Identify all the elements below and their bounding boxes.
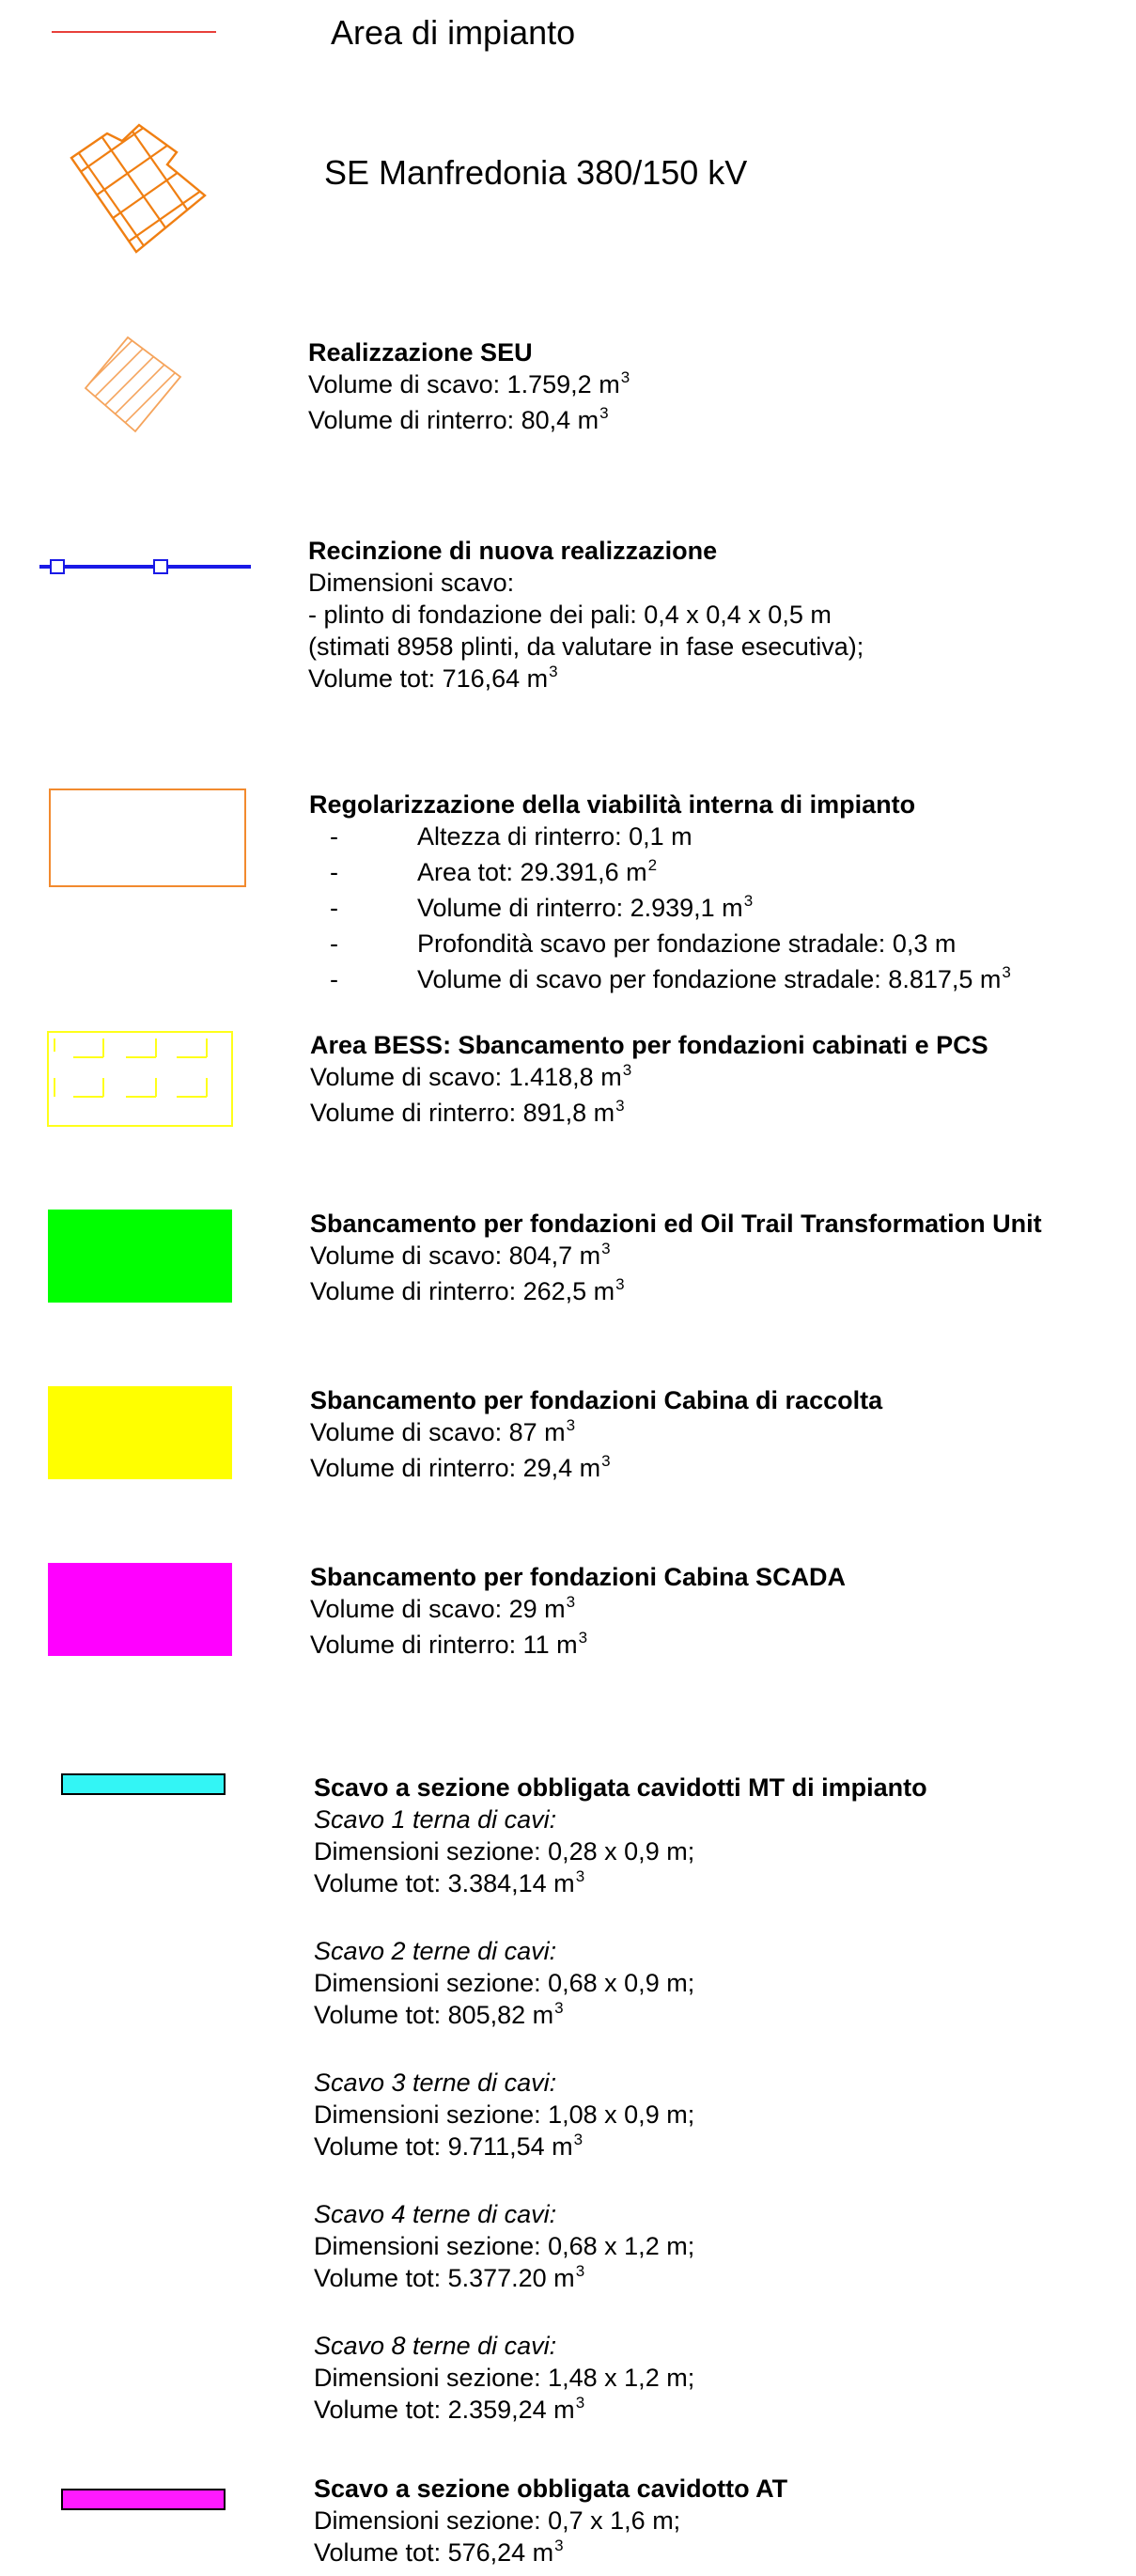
recinzione-line: - plinto di fondazione dei pali: 0,4 x 0,4 x 0,5 m bbox=[308, 601, 832, 629]
cabina-raccolta-text bbox=[310, 1384, 882, 1488]
legend-entry-viabilita bbox=[0, 785, 1136, 991]
seu-title: Realizzazione SEU bbox=[308, 338, 533, 367]
legend-entry-recinzione bbox=[0, 531, 1136, 700]
fence-line-symbol bbox=[39, 555, 256, 578]
oil-trail-volume-rinterro: Volume di rinterro: 262,5 $m^3$ bbox=[310, 1275, 625, 1305]
mt-group-header: Scavo 1 terna di cavi: bbox=[314, 1805, 557, 1834]
recinzione-line: (stimati 8958 plinti, da valutare in fase esecutiva); bbox=[308, 632, 864, 661]
recinzione-volume: Volume tot: 716,64 $m^3$ bbox=[308, 663, 558, 693]
seu-volume-scavo: Volume di scavo: 1.759,2 $m^3$ bbox=[308, 368, 630, 398]
cyan-trench-symbol bbox=[61, 1773, 226, 1795]
mt-group-volume: Volume tot: 3.384,14 $m^3$ bbox=[314, 1867, 585, 1897]
mt-group-volume: Volume tot: 805,82 $m^3$ bbox=[314, 1999, 564, 2029]
cavidotto-at-volume: Volume tot: 576,24 $m^3$ bbox=[314, 2537, 564, 2567]
legend-entry-cavidotto-at bbox=[0, 2473, 1136, 2574]
cavidotto-at-text bbox=[314, 2473, 787, 2572]
legend-entry-area-impianto bbox=[0, 0, 1136, 66]
bess-text bbox=[310, 1029, 988, 1132]
cavidotto-at-title: Scavo a sezione obbligata cavidotto AT bbox=[314, 2475, 788, 2503]
mt-group-header: Scavo 3 terne di cavi: bbox=[314, 2069, 557, 2097]
viabilita-item: - Altezza di rinterro: 0,1 m bbox=[330, 822, 692, 851]
legend-entry-cabina-scada bbox=[0, 1561, 1136, 1664]
cabina-raccolta-title: Sbancamento per fondazioni Cabina di raccolta bbox=[310, 1386, 883, 1414]
cabina-scada-volume-rinterro: Volume di rinterro: 11 $m^3$ bbox=[310, 1629, 588, 1659]
bess-volume-scavo: Volume di scavo: 1.418,8 $m^3$ bbox=[310, 1061, 632, 1091]
cabina-scada-text bbox=[310, 1561, 846, 1664]
mt-group-volume: Volume tot: 2.359,24 $m^3$ bbox=[314, 2394, 585, 2424]
se-manfredonia-label: SE Manfredonia 380/150 kV bbox=[324, 153, 748, 192]
bess-title: Area BESS: Sbancamento per fondazioni cabinati e PCS bbox=[310, 1031, 988, 1059]
oil-trail-text bbox=[310, 1208, 1042, 1311]
red-line-symbol bbox=[52, 28, 216, 36]
bess-layout-symbol bbox=[47, 1031, 235, 1129]
substation-grid-symbol bbox=[66, 122, 216, 263]
bess-volume-rinterro: Volume di rinterro: 891,8 $m^3$ bbox=[310, 1097, 625, 1127]
legend-entry-seu bbox=[0, 329, 1136, 442]
yellow-fill-symbol bbox=[48, 1386, 232, 1479]
cavidotto-at-dimension: Dimensioni sezione: 0,7 x 1,6 m; bbox=[314, 2506, 681, 2535]
cabina-raccolta-volume-rinterro: Volume di rinterro: 29,4 $m^3$ bbox=[310, 1452, 611, 1482]
magenta-fill-symbol bbox=[48, 1563, 232, 1656]
mt-group-header: Scavo 8 terne di cavi: bbox=[314, 2332, 557, 2360]
mt-group-header: Scavo 2 terne di cavi: bbox=[314, 1937, 557, 1965]
seu-volume-rinterro: Volume di rinterro: 80,4 $m^3$ bbox=[308, 404, 609, 434]
viabilita-item: - Volume di rinterro: 2.939,1 $m^3$ bbox=[330, 892, 754, 922]
magenta-trench-symbol bbox=[61, 2489, 226, 2510]
recinzione-line: Dimensioni scavo: bbox=[308, 569, 515, 597]
mt-group-dimension: Dimensioni sezione: 0,28 x 0,9 m; bbox=[314, 1837, 695, 1866]
viabilita-item: - Area tot: 29.391,6 $m^2$ bbox=[330, 856, 658, 886]
legend-entry-cabina-raccolta bbox=[0, 1384, 1136, 1488]
cavidotti-mt-text bbox=[314, 1772, 927, 2429]
viabilita-title: Regolarizzazione della viabilità interna di impianto bbox=[309, 790, 916, 819]
area-impianto-label: Area di impianto bbox=[331, 13, 576, 52]
mt-group-dimension: Dimensioni sezione: 0,68 x 1,2 m; bbox=[314, 2232, 695, 2260]
cabina-raccolta-volume-scavo: Volume di scavo: 87 $m^3$ bbox=[310, 1416, 576, 1446]
oil-trail-volume-scavo: Volume di scavo: 804,7 $m^3$ bbox=[310, 1240, 611, 1270]
legend-entry-cavidotti-mt bbox=[0, 1772, 1136, 2424]
mt-group-dimension: Dimensioni sezione: 1,08 x 0,9 m; bbox=[314, 2100, 695, 2129]
mt-group-header: Scavo 4 terne di cavi: bbox=[314, 2200, 557, 2228]
recinzione-title: Recinzione di nuova realizzazione bbox=[308, 537, 718, 565]
legend-entry-oil-trail bbox=[0, 1208, 1136, 1311]
cabina-scada-volume-scavo: Volume di scavo: 29 $m^3$ bbox=[310, 1593, 576, 1623]
viabilita-item: - Profondità scavo per fondazione stradale: 0,3 m bbox=[330, 929, 957, 958]
legend-entry-bess bbox=[0, 1029, 1136, 1142]
orange-rect-symbol bbox=[49, 788, 246, 887]
viabilita-item: - Volume di scavo per fondazione stradale: 8.817,5 $m^3$ bbox=[330, 963, 1011, 993]
mt-group-dimension: Dimensioni sezione: 0,68 x 0,9 m; bbox=[314, 1969, 695, 1997]
oil-trail-title: Sbancamento per fondazioni ed Oil Trail Transformation Unit bbox=[310, 1210, 1042, 1238]
mt-group-volume: Volume tot: 9.711,54 $m^3$ bbox=[314, 2131, 584, 2161]
legend-entry-se-manfredonia bbox=[0, 113, 1136, 263]
mt-group-volume: Volume tot: 5.377.20 $m^3$ bbox=[314, 2262, 585, 2292]
green-fill-symbol bbox=[48, 1210, 232, 1303]
recinzione-text bbox=[308, 535, 864, 698]
seu-text bbox=[308, 336, 630, 440]
seu-hatched-symbol bbox=[83, 334, 186, 437]
cabina-scada-title: Sbancamento per fondazioni Cabina SCADA bbox=[310, 1563, 847, 1591]
mt-group-dimension: Dimensioni sezione: 1,48 x 1,2 m; bbox=[314, 2364, 695, 2392]
cavidotti-mt-title: Scavo a sezione obbligata cavidotti MT di impianto bbox=[314, 1773, 927, 1802]
viabilita-text bbox=[309, 788, 1011, 999]
